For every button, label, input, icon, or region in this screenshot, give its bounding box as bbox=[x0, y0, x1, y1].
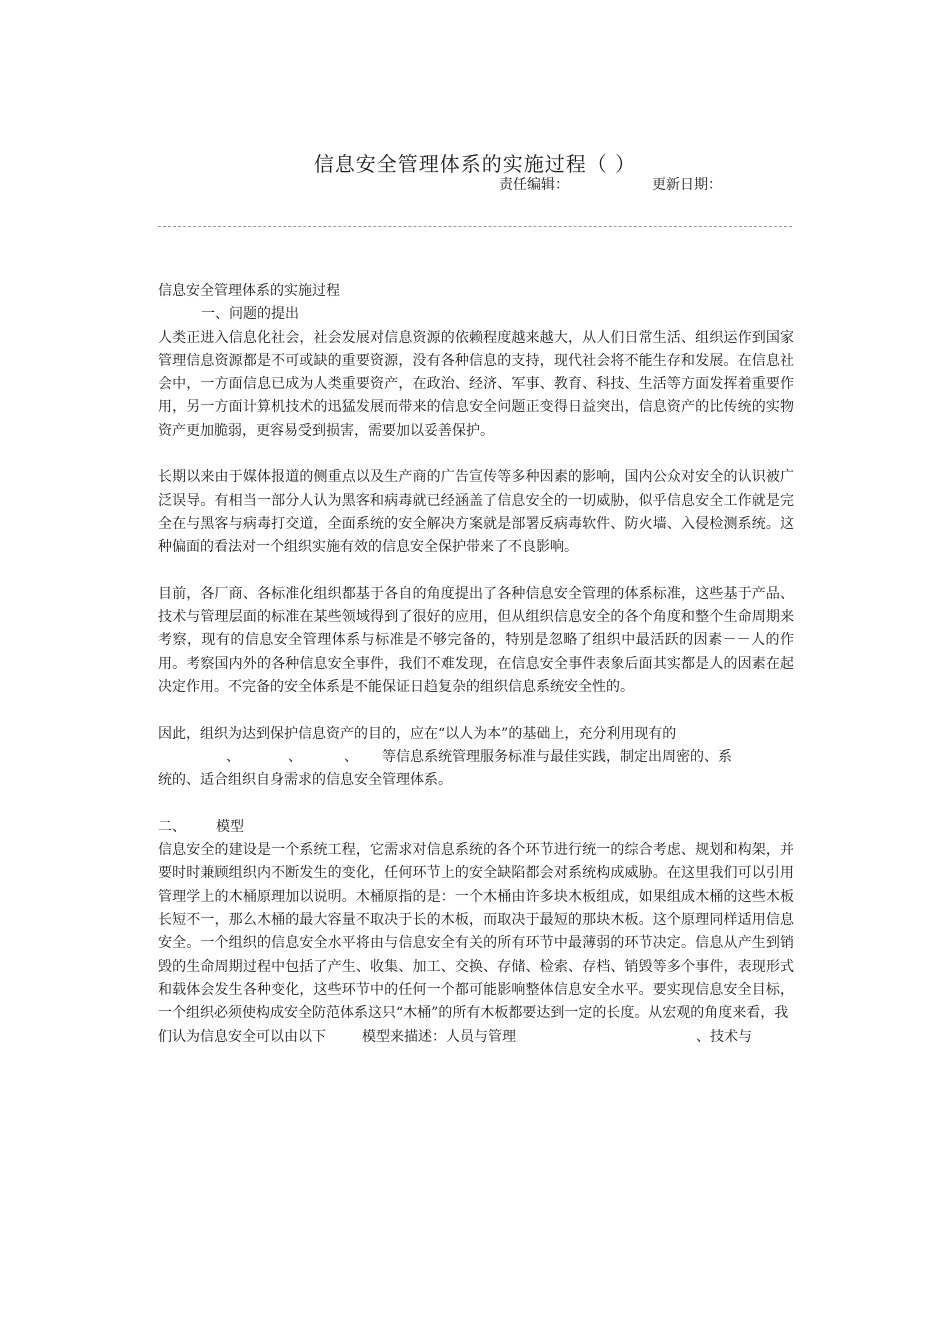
paragraph-gap bbox=[158, 793, 794, 816]
paragraph-5-text-a: 们认为信息安全可以由以下 bbox=[158, 1028, 326, 1045]
section-2-number: 二、 bbox=[158, 818, 186, 835]
paragraph-5-text-c: 、技术与 bbox=[696, 1028, 752, 1045]
paragraph-2: 长期以来由于媒体报道的侧重点以及生产商的广告宣传等多种因素的影响，国内公众对安全的认识被广泛误导。有相当一部分人认为黑客和病毒就已经涵盖了信息安全的一切威胁，似乎信息安全工作就是完全在与黑客与病毒打交道，全面系统的安全解决方案就是部署反病毒软件、防火墙、入侵检测系统。这种偏面的看法对一个组织实施有效的信息安全保护带来了不良影响。 bbox=[158, 469, 794, 556]
section-2-heading bbox=[158, 816, 794, 839]
paragraph-5-last-line bbox=[158, 1026, 794, 1049]
article-heading: 信息安全管理体系的实施过程 bbox=[158, 283, 340, 299]
paragraph-4-line-3: 统的、适合组织自身需求的信息安全管理体系。 bbox=[158, 772, 452, 789]
paragraph-3: 目前，各厂商、各标准化组织都基于各自的角度提出了各种信息安全管理的体系标准，这些基于产品、技术与管理层面的标准在某些领域得到了很好的应用，但从组织信息安全的各个角度和整个生命周期来考察，现有的信息安全管理体系与标准是不够完备的，特别是忽略了组织中最活跃的因素－－人的作用。考察国内外的各种信息安全事件，我们不难发现，在信息安全事件表象后面其实都是人的因素在起决定作用。不完备的安全体系是不能保证日趋复杂的组织信息系统安全性的。 bbox=[158, 585, 794, 696]
paragraph-gap bbox=[158, 443, 794, 466]
document-title: 信息安全管理体系的实施过程（ ） bbox=[313, 152, 637, 176]
section-2-title: 模型 bbox=[216, 818, 244, 835]
standards-separator: 、 bbox=[344, 748, 358, 765]
paragraph-4-line-2-text: 等信息系统管理服务标准与最佳实践，制定出周密的、系 bbox=[382, 748, 732, 765]
paragraph-1: 人类正进入信息化社会，社会发展对信息资源的依赖程度越来越大，从人们日常生活、组织运作到国家管理信息资源都是不可或缺的重要资源，没有各种信息的支持，现代社会将不能生存和发展。在信息社会中，一方面信息已成为人类重要资产，在政治、经济、军事、教育、科技、生活等方面发挥着重要作用，另一方面计算机技术的迅猛发展而带来的信息安全问题正变得日益突出，信息资产的比传统的实物资产更加脆弱，更容易受到损害，需要加以妥善保护。 bbox=[158, 329, 794, 439]
standards-separator: 、 bbox=[288, 748, 302, 765]
dashed-divider bbox=[158, 226, 792, 227]
article-body bbox=[158, 280, 794, 1049]
paragraph-gap bbox=[158, 699, 794, 722]
paragraph-5: 信息安全的建设是一个系统工程，它需求对信息系统的各个环节进行统一的综合考虑、规划和构架，并要时时兼顾组织内不断发生的变化，任何环节上的安全缺陷都会对系统构成威胁。在这里我们可以引用管理学上的木桶原理加以说明。木桶原指的是：一个木桶由许多块木板组成，如果组成木桶的这些木板长短不一，那么木桶的最大容量不取决于长的木板，而取决于最短的那块木板。这个原理同样适用信息安全。一个组织的信息安全水平将由与信息安全有关的所有环节中最薄弱的环节决定。信息从产生到销毁的生命周期过程中包括了产生、收集、加工、交换、存储、检索、存档、销毁等多个事件，表现形式和载体会发生各种变化，这些环节中的任何一个都可能影响整体信息安全水平。要实现信息安全目标，一个组织必须使构成安全防范体系这只“木桶”的所有木板都要达到一定的长度。从宏观的角度来看，我 bbox=[158, 842, 794, 1022]
update-date-label: 更新日期： bbox=[652, 177, 722, 193]
standards-separator: 、 bbox=[226, 748, 240, 765]
paragraph-5-text-b: 模型来描述：人员与管理 bbox=[362, 1028, 516, 1045]
paragraph-gap bbox=[158, 560, 794, 583]
section-1-title: 一、问题的提出 bbox=[201, 306, 299, 323]
paragraph-4-line-1: 因此，组织为达到保护信息资产的目的，应在“以人为本”的基础上，充分利用现有的 bbox=[158, 725, 677, 742]
paragraph-4-line-2 bbox=[158, 746, 794, 769]
editor-label: 责任编辑： bbox=[499, 177, 569, 193]
